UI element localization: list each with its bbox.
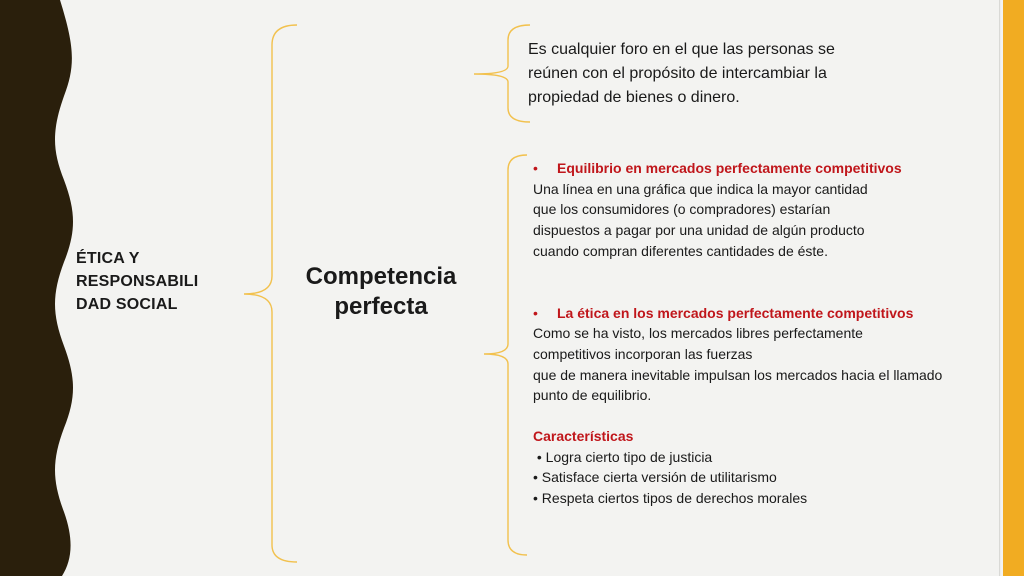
characteristics-item: • Respeta ciertos tipos de derechos morales [533, 490, 808, 507]
characteristics-heading: Características [533, 428, 634, 445]
spacer [533, 406, 993, 426]
bullet-icon: • [533, 304, 538, 321]
spacer [533, 262, 993, 303]
definition-text: Es cualquier foro en el que las personas se reúnen con el propósito de intercambiar la propiedad de bienes o dinero. [528, 41, 835, 106]
definition-bracket [474, 25, 530, 122]
section1-line: cuando compran diferentes cantidades de éste. [533, 242, 828, 259]
topic-title-line: ÉTICA Y [76, 250, 140, 267]
section2-line: punto de equilibrio. [533, 387, 652, 404]
details-bracket [484, 155, 527, 555]
topic-title-line: RESPONSABILI [76, 273, 199, 290]
characteristics-item: • Satisface cierta versión de utilitarismo [533, 469, 777, 486]
section2-line: Como se ha visto, los mercados libres perfectamente [533, 325, 863, 342]
section2-heading: La ética en los mercados perfectamente competitivos [557, 304, 914, 321]
section1-line: dispuestos a pagar por una unidad de algún producto [533, 222, 865, 239]
left-dark-band [0, 0, 73, 576]
section1-line: que los consumidores (o compradores) estarían [533, 201, 831, 218]
section2-line: competitivos incorporan las fuerzas [533, 345, 753, 362]
section1-heading: Equilibrio en mercados perfectamente competitivos [557, 160, 902, 176]
concept-title-line: Competencia [305, 263, 457, 290]
section2-line: que de manera inevitable impulsan los mercados hacia el llamado [533, 366, 943, 383]
concept-title-line: perfecta [334, 293, 428, 320]
characteristics-item: • Logra cierto tipo de justicia [533, 448, 713, 465]
section1-header [533, 158, 993, 179]
right-divider-line [999, 0, 1000, 576]
details-block [533, 158, 993, 509]
section1-line: Una línea en una gráfica que indica la mayor cantidad [533, 180, 868, 197]
section2-header [533, 303, 993, 324]
bullet-icon: • [533, 160, 538, 176]
concept-title [286, 262, 476, 322]
topic-title-line: DAD SOCIAL [76, 296, 178, 313]
right-orange-band [1003, 0, 1024, 576]
topic-title [76, 247, 236, 316]
